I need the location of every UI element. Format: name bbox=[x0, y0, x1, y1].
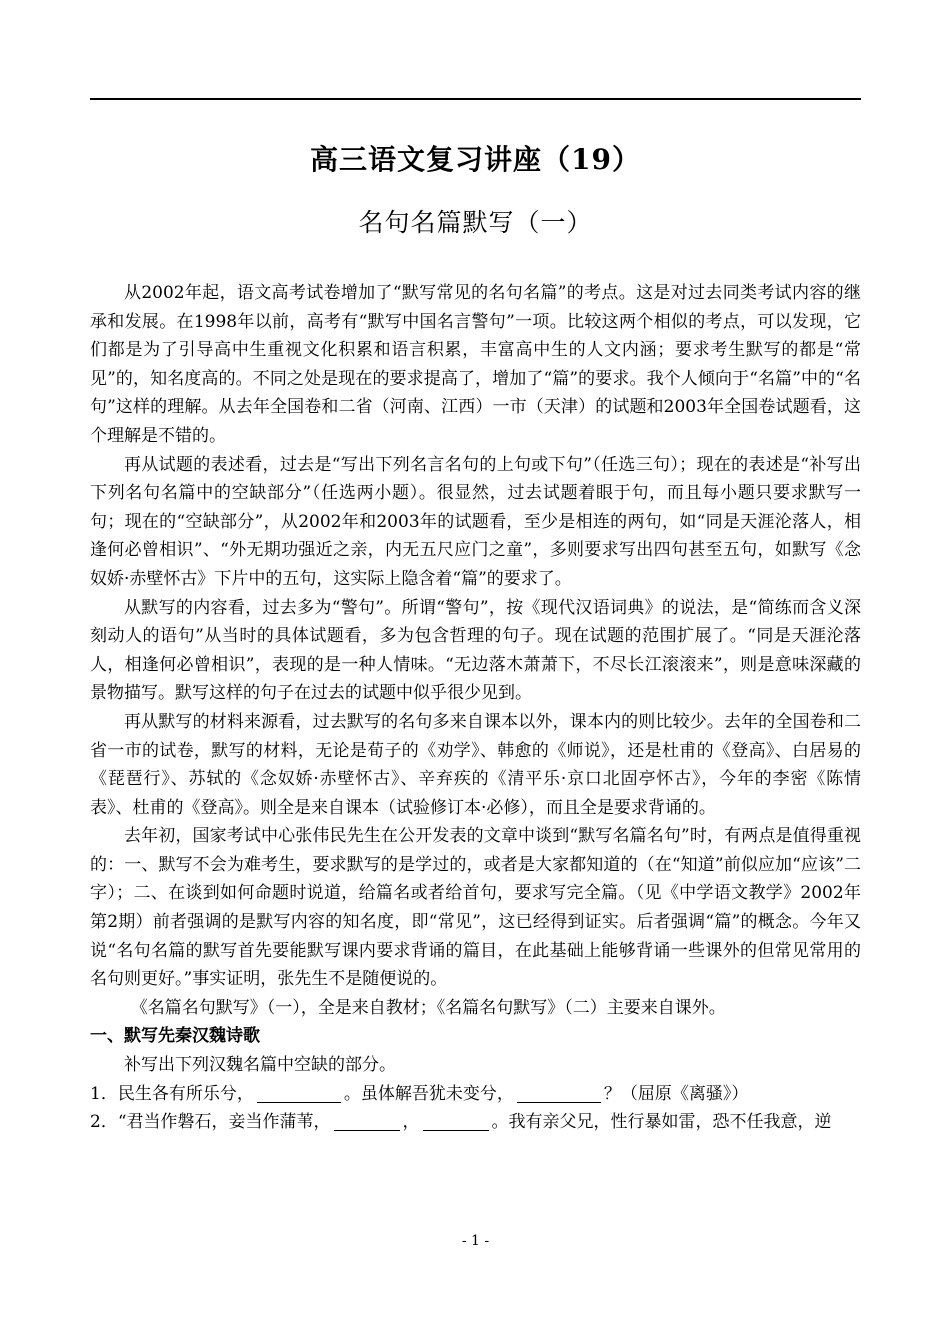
answer-blank[interactable] bbox=[334, 1112, 400, 1131]
page-title: 高三语文复习讲座（19） bbox=[310, 143, 641, 176]
section-heading: 一、默写先秦汉魏诗歌 bbox=[90, 1026, 260, 1047]
exercise-item-1 bbox=[90, 1080, 861, 1109]
paragraph: 从默写的内容看，过去多为“警句”。所谓“警句”，按《现代汉语词典》的说法，是“简练而含义深刻动人的语句”从当时的具体试题看，多为包含哲理的句子。现在试题的范围扩展了。“同是天涯沦落人，相逢何必曾相识”，表现的是一种人情味。“无边落木萧萧下，不尽长江滚滚来”，则是意味深藏的景物描写。默写这样的句子在过去的试题中似乎很少见到。 bbox=[90, 597, 861, 704]
paragraph: 从2002年起，语文高考试卷增加了“默写常见的名句名篇”的考点。这是对过去同类考试内容的继承和发展。在1998年以前，高考有“默写中国名言警句”一项。比较这两个相似的考点，可以发现，它们都是为了引导高中生重视文化积累和语言积累，丰富高中生的人文内涵；要求考生默写的都是“常见”的，知名度高的。不同之处是现在的要求提高了，增加了“篇”的要求。我个人倾向于“名篇”中的“名句”这样的理解。从去年全国卷和二省（河南、江西）一市（天津）的试题和2003年全国卷试题看，这个理解是不错的。 bbox=[90, 283, 861, 446]
item-text: 民生各有所乐兮， bbox=[117, 1083, 254, 1104]
page-number: - 1 - bbox=[461, 1233, 490, 1249]
document-body bbox=[90, 279, 861, 1137]
paragraph: 再从默写的材料来源看，过去默写的名句多来自课本以外，课本内的则比较少。去年的全国卷和二省一市的试卷，默写的材料，无论是荀子的《劝学》、韩愈的《师说》，还是杜甫的《登高》、白居易的《琵琶行》、苏轼的《念奴娇·赤壁怀古》、辛弃疾的《清平乐·京口北固亭怀古》，今年的李密《陈情表》、杜甫的《登高》。则全是来自课本（试验修订本·必修），而且全是要求背诵的。 bbox=[90, 711, 861, 818]
paragraph: 再从试题的表述看，过去是“写出下列名言名句的上句或下句”（任选三句）；现在的表述是“补写出下列名句名篇中的空缺部分”（任选两小题）。很显然，过去试题着眼于句，而且每小题只要求默写一句；现在的“空缺部分”，从2002年和2003年的试题看，至少是相连的两句，如“同是天涯沦落人，相逢何必曾相识”、“外无期功强近之亲，内无五尺应门之童”，多则要求写出四句甚至五句，如默写《念奴娇·赤壁怀古》下片中的五句，这实际上隐含着“篇”的要求了。 bbox=[90, 454, 861, 589]
item-text: 。我有亲父兄，性行暴如雷，恐不任我意，逆 bbox=[491, 1112, 832, 1133]
answer-blank[interactable] bbox=[257, 1084, 341, 1103]
header-rule bbox=[90, 98, 861, 100]
item-text: 。虽体解吾犹未变兮， bbox=[343, 1083, 514, 1104]
answer-blank[interactable] bbox=[423, 1112, 489, 1131]
paragraph: 去年初，国家考试中心张伟民先生在公开发表的文章中谈到“默写名篇名句”时，有两点是值得重视的：一、默写不会为难考生，要求默写的是学过的，或者是大家都知道的（在“知道”前似应加“应该”二字）；二、在谈到如何命题时说道，给篇名或者给首句，要求写完全篇。（见《中学语文教学》2002年第2期）前者强调的是默写内容的知名度，即“常见”，这已经得到证实。后者强调“篇”的概念。今年又说“名句名篇的默写首先要能默写课内要求背诵的篇目，在此基础上能够背诵一些课外的但常见常用的名句则更好。”事实证明，张先生不是随便说的。 bbox=[90, 826, 861, 990]
exercise-item-2 bbox=[90, 1108, 861, 1137]
item-text: “君当作磐石，妾当作蒲苇， bbox=[117, 1112, 331, 1133]
item-number: 2． bbox=[90, 1112, 118, 1133]
item-text: ， bbox=[402, 1112, 420, 1133]
page-subtitle: 名句名篇默写（一） bbox=[358, 208, 593, 237]
item-text: ？（屈原《离骚》） bbox=[603, 1083, 749, 1104]
source-note: 《名篇名句默写》（一），全是来自教材；《名篇名句默写》（二）主要来自课外。 bbox=[130, 997, 726, 1018]
answer-blank[interactable] bbox=[517, 1084, 601, 1103]
exercise-instruction: 补写出下列汉魏名篇中空缺的部分。 bbox=[124, 1055, 396, 1076]
item-number: 1． bbox=[90, 1083, 118, 1104]
